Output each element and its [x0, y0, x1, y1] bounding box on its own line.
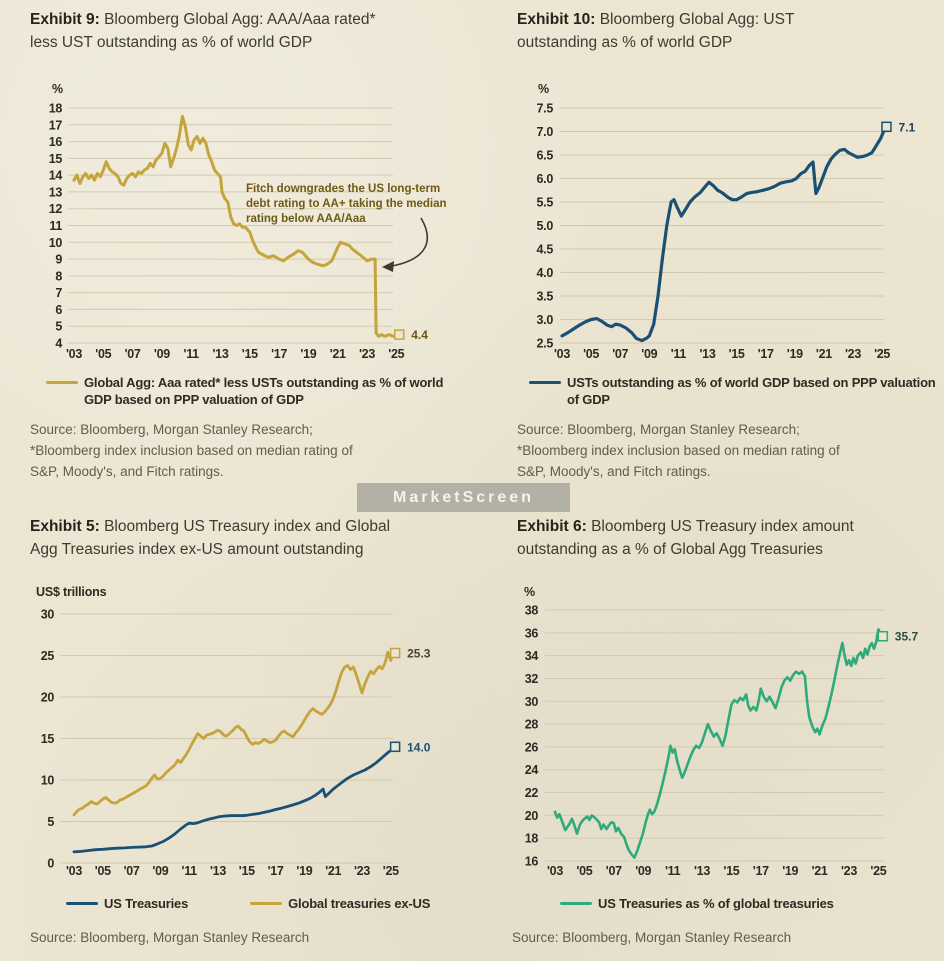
y-tick-label: 11	[49, 219, 62, 233]
x-tick-label: '03	[66, 864, 82, 878]
x-tick-label: '25	[870, 864, 887, 878]
x-tick-label: '25	[388, 347, 405, 361]
end-marker	[878, 632, 887, 641]
legend-item	[529, 374, 936, 408]
y-tick-label: 15	[48, 151, 62, 166]
annotation-arrowhead	[382, 261, 394, 272]
title-line: Agg Treasuries index ex-US amount outstanding	[30, 541, 364, 558]
x-tick-label: '25	[874, 347, 891, 361]
source-line: *Bloomberg index inclusion based on median rating of	[517, 443, 840, 458]
x-tick-label: '03	[66, 347, 82, 361]
x-tick-label: '15	[723, 864, 740, 878]
exhibit-5-legend	[66, 895, 430, 912]
series-line	[555, 629, 883, 857]
y-tick-label: 3.0	[536, 313, 553, 327]
y-tick-label: 5.0	[536, 219, 553, 233]
y-tick-label: 34	[524, 649, 538, 664]
y-tick-label: 4	[55, 336, 62, 351]
y-tick-label: 7.5	[536, 101, 553, 116]
exhibit-10-legend	[529, 374, 936, 408]
x-tick-label: '11	[670, 347, 687, 361]
x-tick-label: '17	[271, 347, 288, 361]
title-line: Exhibit 9: Bloomberg Global Agg: AAA/Aaa rated*	[30, 11, 376, 28]
exhibit-10-unit-label: %	[538, 82, 549, 96]
source-line: Source: Bloomberg, Morgan Stanley Research	[512, 930, 792, 945]
exhibit-5-source	[30, 927, 309, 948]
y-tick-label: 20	[40, 690, 54, 705]
exhibit-10-title	[517, 8, 794, 54]
y-tick-label: 10	[48, 235, 62, 250]
source-line: Source: Bloomberg, Morgan Stanley Research	[30, 930, 310, 945]
x-tick-label: '11	[664, 864, 681, 878]
title-line: less UST outstanding as % of world GDP	[30, 34, 313, 51]
x-tick-label: '15	[241, 347, 258, 361]
x-tick-label: '15	[728, 347, 745, 361]
source-line: *Bloomberg index inclusion based on median rating of	[30, 443, 353, 458]
y-tick-label: 3.5	[536, 289, 553, 304]
y-tick-label: 25	[40, 649, 54, 663]
source-line: Source: Bloomberg, Morgan Stanley Research;	[30, 422, 313, 437]
x-tick-label: '03	[547, 864, 563, 878]
legend-label-line: Global Agg: Aaa rated* less USTs outstanding as % of world	[84, 375, 444, 390]
x-tick-label: '05	[583, 347, 600, 361]
legend-label	[598, 895, 834, 912]
y-tick-label: 7	[55, 286, 62, 301]
exhibit-9-source	[30, 419, 353, 482]
legend-swatch	[529, 381, 561, 384]
legend-label-line: GDP based on PPP valuation of GDP	[84, 392, 304, 407]
legend-swatch	[46, 381, 78, 384]
end-value-label: 25.3	[407, 646, 431, 661]
y-tick-label: 18	[524, 831, 538, 846]
end-marker	[395, 330, 404, 339]
x-tick-label: '21	[325, 864, 342, 878]
source-line: S&P, Moody's, and Fitch ratings.	[517, 464, 711, 479]
legend-swatch	[250, 902, 282, 905]
y-tick-label: 10	[40, 773, 54, 788]
y-tick-label: 12	[48, 202, 62, 217]
y-tick-label: 36	[524, 626, 538, 641]
end-marker	[391, 742, 400, 751]
x-tick-label: '13	[212, 347, 229, 361]
title-line: outstanding as a % of Global Agg Treasuries	[517, 541, 823, 558]
legend-swatch	[66, 902, 98, 905]
x-tick-label: '19	[782, 864, 799, 878]
legend-label	[104, 895, 188, 912]
x-tick-label: '19	[300, 347, 317, 361]
x-tick-label: '17	[752, 864, 769, 878]
exhibit-6-title	[517, 515, 854, 561]
x-tick-label: '09	[635, 864, 652, 878]
x-tick-label: '23	[845, 347, 861, 361]
y-tick-label: 30	[40, 607, 54, 622]
y-tick-label: 26	[524, 740, 538, 755]
title-line: Exhibit 6: Bloomberg US Treasury index amount	[517, 518, 854, 535]
y-tick-label: 2.5	[536, 336, 553, 351]
x-tick-label: '09	[153, 347, 170, 361]
legend-label	[567, 374, 936, 408]
y-tick-label: 8	[55, 269, 62, 284]
exhibit-6-legend	[560, 895, 834, 912]
x-tick-label: '21	[811, 864, 828, 878]
end-value-label: 7.1	[898, 120, 916, 135]
x-tick-label: '13	[210, 864, 226, 878]
legend-swatch	[560, 902, 592, 905]
exhibit-6-source	[512, 927, 791, 948]
exhibit-9-legend	[46, 374, 443, 408]
end-value-label: 35.7	[894, 629, 919, 644]
x-tick-label: '23	[841, 864, 857, 878]
x-tick-label: '15	[238, 864, 255, 878]
y-tick-label: 16	[524, 854, 538, 869]
x-tick-label: '21	[815, 347, 832, 361]
legend-item	[560, 895, 834, 912]
end-value-label: 4.4	[411, 328, 428, 343]
x-tick-label: '19	[786, 347, 803, 361]
exhibit-10-source	[517, 419, 840, 482]
x-tick-label: '03	[554, 347, 570, 361]
legend-item	[66, 895, 188, 912]
x-tick-label: '07	[124, 347, 141, 361]
exhibit-6	[525, 604, 919, 879]
annotation-text: Fitch downgrades the US long-term	[246, 183, 441, 195]
y-tick-label: 18	[48, 101, 62, 116]
legend-label-line: of GDP	[567, 392, 610, 407]
x-tick-label: '07	[123, 864, 140, 878]
end-value-label: 14.0	[407, 740, 431, 755]
exhibit-9-title	[30, 8, 376, 54]
x-tick-label: '21	[329, 347, 346, 361]
x-tick-label: '23	[354, 864, 370, 878]
watermark-text: MarketScreen	[393, 488, 534, 506]
title-line: Exhibit 5: Bloomberg US Treasury index and Global	[30, 518, 391, 535]
title-line: Exhibit 10: Bloomberg Global Agg: UST	[517, 11, 795, 28]
legend-label	[288, 895, 430, 912]
y-tick-label: 20	[524, 808, 538, 823]
legend-label-line: Global treasuries ex-US	[288, 896, 431, 911]
annotation-text: rating below AAA/Aaa	[246, 213, 366, 225]
x-tick-label: '13	[694, 864, 710, 878]
y-tick-label: 30	[524, 694, 538, 709]
legend-label-line: US Treasuries	[104, 896, 189, 911]
exhibit-5-title	[30, 515, 390, 561]
end-marker	[882, 122, 891, 131]
y-tick-label: 5	[55, 319, 62, 334]
x-tick-label: '05	[95, 347, 112, 361]
x-tick-label: '09	[152, 864, 169, 878]
y-tick-label: 24	[524, 763, 538, 778]
y-tick-label: 6.0	[536, 172, 553, 186]
source-line: Source: Bloomberg, Morgan Stanley Research;	[517, 422, 800, 437]
legend-label-line: US Treasuries as % of global treasuries	[598, 896, 834, 911]
y-tick-label: 32	[524, 671, 538, 686]
y-tick-label: 38	[524, 603, 538, 618]
x-tick-label: '05	[576, 864, 593, 878]
y-tick-label: 16	[48, 135, 62, 150]
y-tick-label: 6	[55, 302, 62, 317]
y-tick-label: 5	[47, 815, 54, 829]
x-tick-label: '07	[605, 864, 622, 878]
x-tick-label: '05	[94, 864, 111, 878]
y-tick-label: 14	[48, 168, 62, 183]
watermark	[357, 483, 570, 512]
series-line	[74, 652, 395, 815]
y-tick-label: 15	[40, 732, 54, 746]
x-tick-label: '17	[757, 347, 774, 361]
x-tick-label: '17	[267, 864, 284, 878]
y-tick-label: 22	[524, 786, 538, 801]
legend-label	[84, 374, 443, 408]
x-tick-label: '11	[183, 347, 199, 361]
x-tick-label: '13	[699, 347, 716, 361]
x-tick-label: '07	[612, 347, 629, 361]
x-tick-label: '23	[359, 347, 375, 361]
source-line: S&P, Moody's, and Fitch ratings.	[30, 464, 224, 479]
legend-item	[250, 895, 430, 912]
exhibit-6-unit-label: %	[524, 585, 535, 599]
exhibit-5	[41, 608, 431, 879]
annotation-text: debt rating to AA+ taking the median	[246, 198, 447, 210]
y-tick-label: 9	[55, 252, 62, 267]
exhibit-5-unit-label: US$ trillions	[36, 585, 107, 599]
y-tick-label: 6.5	[536, 148, 553, 163]
y-tick-label: 4.0	[536, 266, 553, 280]
y-tick-label: 28	[524, 717, 538, 732]
x-tick-label: '09	[641, 347, 658, 361]
title-line: outstanding as % of world GDP	[517, 34, 733, 51]
y-tick-label: 0	[47, 856, 54, 871]
legend-item	[46, 374, 443, 408]
y-tick-label: 7.0	[536, 125, 553, 139]
legend-label-line: USTs outstanding as % of world GDP based on PPP valuation	[567, 375, 936, 390]
y-tick-label: 4.5	[536, 242, 553, 257]
x-tick-label: '11	[181, 864, 197, 878]
exhibit-9-unit-label: %	[52, 82, 63, 96]
series-line	[562, 127, 887, 341]
exhibit-10	[537, 102, 916, 362]
series-line	[74, 116, 399, 336]
y-tick-label: 13	[48, 185, 62, 200]
annotation-arrow	[392, 218, 427, 266]
end-marker	[391, 649, 400, 658]
exhibit-9	[49, 102, 447, 362]
x-tick-label: '19	[296, 864, 313, 878]
y-tick-label: 17	[48, 118, 62, 133]
y-tick-label: 5.5	[536, 195, 553, 210]
x-tick-label: '25	[382, 864, 399, 878]
